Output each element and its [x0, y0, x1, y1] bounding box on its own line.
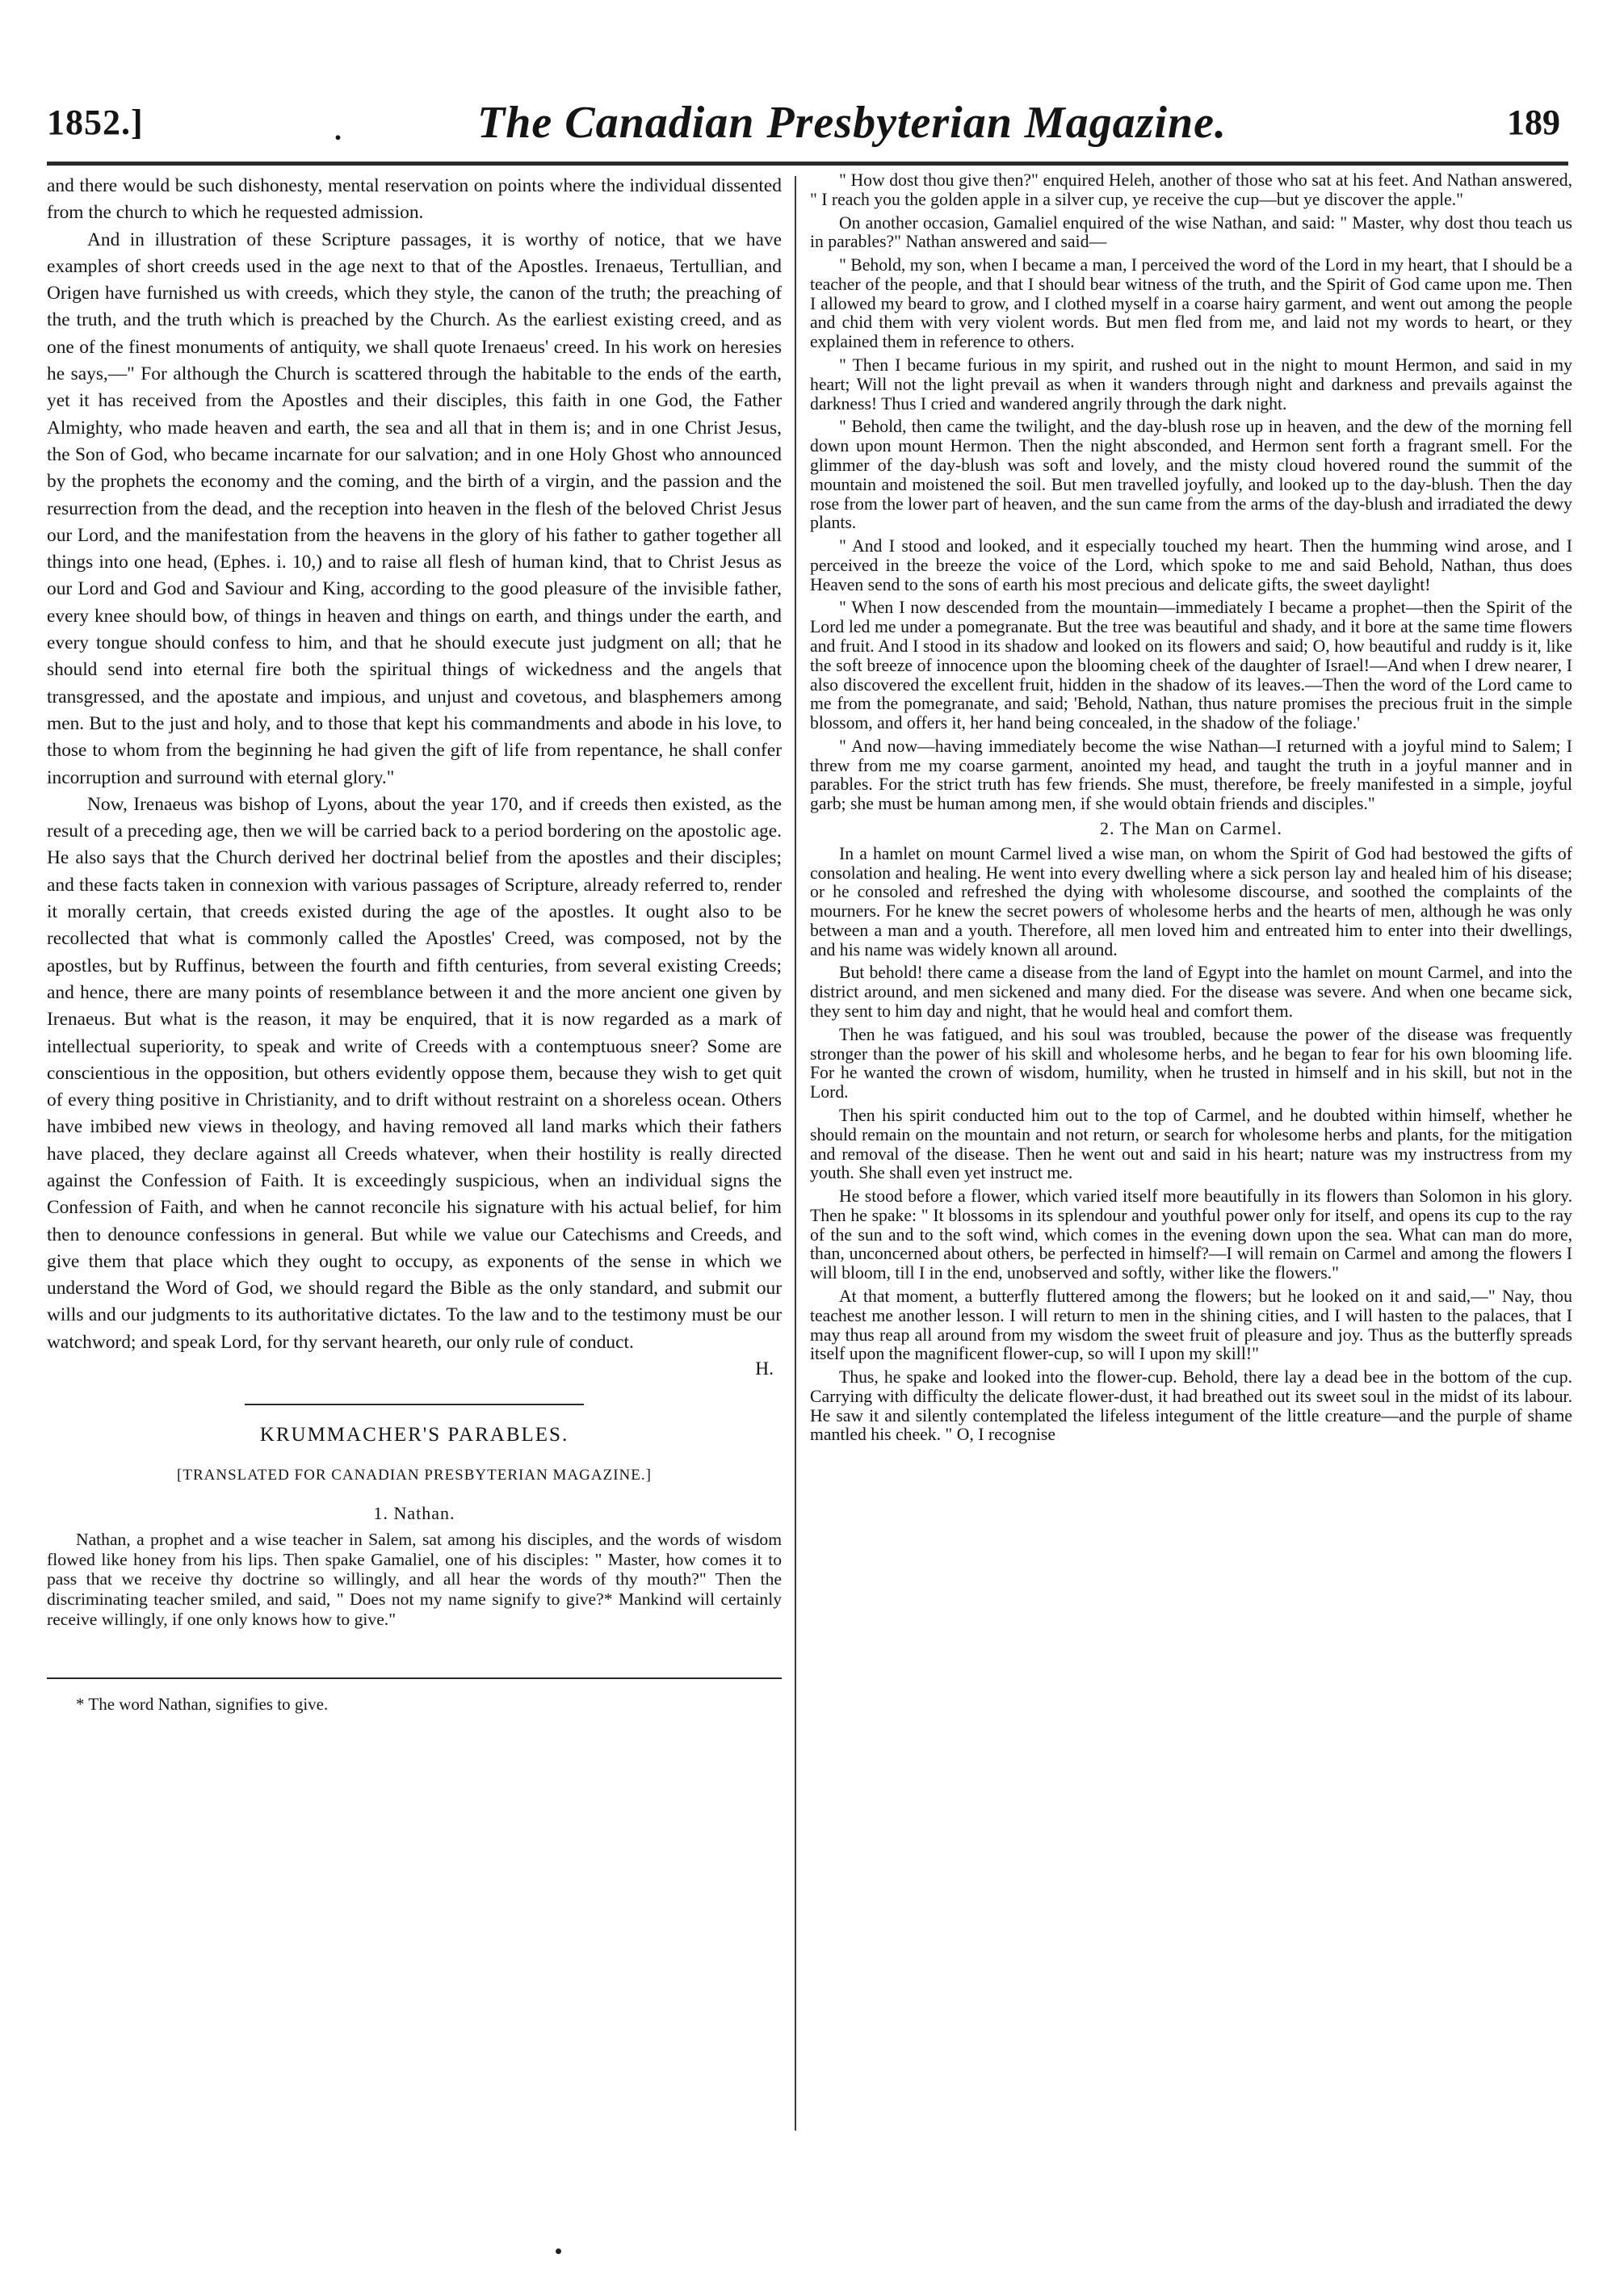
parable-paragraph: " Behold, my son, when I became a man, I perceived the word of the Lord in my heart, that I should be a teacher of the people, and that I should bear witness of the truth, and the Spirit of God came upon me. Then I allowed my beard to grow, and I clothed myself in a coarse hairy garment, and went out among the people and chid them with very violent words. But men fled from me, and laid not my words to heart, or they explained them in reference to others.: [810, 255, 1573, 352]
parable-paragraph: But behold! there came a disease from the land of Egypt into the hamlet on mount Carmel, and into the district around, and men sickened and many died. For the disease was severe. And when one became sick, they sent to him day and night, that he would heal and comfort them.: [810, 963, 1572, 1022]
parable-heading: 1. Nathan.: [373, 1502, 455, 1523]
parable-paragraph: " How dost thou give then?" enquired Heleh, another of those who sat at his feet. And Nathan answered, " I reach you the golden apple in a silver cup, ye receive the cup—but ye discover the apple.": [810, 170, 1572, 209]
parable-paragraph: Then he was fatigued, and his soul was troubled, because the power of the disease was frequently stronger than the power of his skill and wholesome herbs, and he began to fear for his own blooming life. For he wanted the crown of wisdom, humility, when he trusted in himself and in his skill, but not in the Lord.: [810, 1024, 1572, 1102]
author-signature: H.: [755, 1358, 774, 1380]
header-rule: [47, 162, 1568, 166]
parable-paragraph: Nathan, a prophet and a wise teacher in Salem, sat among his disciples, and the words of wisdom flowed like honey from his lips. Then spake Gamaliel, one of his disciples: " Master, how comes it to pass that we receive thy doctrine so willingly, and all hear the words of thy mouth?" Then the discriminating teacher smiled, and said, " Does not my name signify to give?* Mankind will certainly receive willingly, if one only knows how to give.": [47, 1530, 782, 1629]
parable-paragraph: Then his spirit conducted him out to the top of Carmel, and he doubted within himself, whether he should remain on the mountain and not return, or search for wholesome herbs and plants, for the mitigation and removal of the disease. Then he went out and said in his heart; nature was my instructress from my youth. She shall even yet instruct me.: [810, 1105, 1572, 1183]
signature-line: [47, 1356, 782, 1383]
parable-paragraph: " When I now descended from the mountain—immediately I became a prophet—then the Spirit of the Lord led me under a pomegranate. But the tree was beautiful and shady, and it bore at the same time flowers and fruit. And I stood in its shadow and looked on its flowers and said; O, how beautiful and ruddy is it, like the soft breeze of innocence upon the blooming cheek of the daughter of Israel!—And when I drew nearer, I also discovered the excellent fruit, hidden in the shadow of its leaves.—Then the word of the Lord came to me from the pomegranate, and said; 'Behold, Nathan, thus nature promises the precious fruit in the simple blossom, and offers it, her hand being concealed, in the shadow of the foliage.': [810, 598, 1572, 733]
parable-paragraph: " And now—having immediately become the wise Nathan—I returned with a joyful mind to Salem; I threw from me my coarse garment, anointed my head, and taught the truth in a joyful manner and in parables. For the strict truth has few friends. She must, therefore, be freely manifested in a simple, joyful garb; she must be human among men, if she would obtain friends and disciples.": [810, 736, 1572, 814]
magazine-title: The Canadian Presbyterian Magazine.: [477, 98, 1227, 148]
header-year: 1852.]: [47, 103, 144, 142]
column-divider: [795, 176, 796, 2131]
parable-nathan-text: [47, 1530, 782, 1629]
article-paragraph: And in illustration of these Scripture passages, it is worthy of notice, that we have examples of short creeds used in the age next to that of the Apostles. Irenaeus, Tertullian, and Origen have furnished us with creeds, which they style, the canon of the truth; the preaching of the truth, and the truth which is preached by the Church. As the earliest existing creed, and as one of the finest monuments of antiquity, we shall quote Irenaeus' creed. In his work on heresies he says,—" For although the Church is scattered through the habitable to the ends of the earth, yet it has received from the Apostles and their disciples, this faith in one God, the Father Almighty, who made heaven and earth, the sea and all that in them is; and in one Christ Jesus, the Son of God, who became incarnate for our salvation; and in one Holy Ghost who announced by the prophets the economy and the coming, and the birth of a virgin, and the passion and the resurrection from the dead, and the reception into heaven in the flesh of the beloved Christ Jesus our Lord, and the manifestation from the heavens in the glory of his father to gather together all things into one head, (Ephes. i. 10,) and to raise all flesh of human kind, that to Christ Jesus as our Lord and God and Saviour and King, according to the good pleasure of the invisible father, every knee should bow, of things in heaven and things on earth, and things under the earth, and every tongue should confess to him, and that he should execute just judgment on all; that he should send into eternal fire both the spiritual things of wickedness and the angels that transgressed, and the apostate and impious, and unjust and covetous, and blasphemers among men. But to the just and holy, and to those that kept his commandments and abode in his love, to those to whom from the beginning he had given the gift of life from repentance, he shall confer incorruption and surround with eternal glory.": [47, 229, 782, 788]
section-rule: [245, 1404, 584, 1405]
parable-paragraph: " And I stood and looked, and it especially touched my heart. Then the humming wind arose, and I perceived in the breeze the voice of the Lord, which spoke to me and said Behold, Nathan, thus does Heaven send to the sons of earth his most precious and delicate gifts, the sweet daylight!: [810, 536, 1572, 594]
header-dot: .: [334, 114, 342, 146]
right-column: [810, 171, 1572, 1449]
page-number: 189: [1507, 103, 1560, 142]
parable-paragraph: " Then I became furious in my spirit, and rushed out in the night to mount Hermon, and said in my heart; Will not the light prevail as when it wanders through night and darkness and prevails against the darkness! Thus I cried and wandered angrily through the dark night.: [810, 355, 1572, 414]
parable-paragraph: In a hamlet on mount Carmel lived a wise man, on whom the Spirit of God had bestowed the gifts of consolation and healing. He went into every dwelling where a sick person lay and healed him of his disease; or he consoled and refreshed the dying with wholesome discourse, and soothed the complaints of the mourners. For he knew the secret powers of wholesome herbs and the hearts of men, although he was only between a man and a youth. Therefore, all men loved him and entreated him to enter into their dwellings, and his name was widely known all around.: [810, 843, 1572, 959]
footnote-rule: [47, 1677, 782, 1679]
creeds-article: [47, 173, 782, 1383]
parables-title: KRUMMACHER'S PARABLES.: [259, 1424, 569, 1446]
parable-paragraph: He stood before a flower, which varied itself more beautifully in its flowers than Solomon in his glory. Then he spake: " It blossoms in its splendour and youthful power only for itself, and opens its cup to the ray of the sun and to the soft wind, which comes in the evening down upon the sea. What can man do more, than, unconcerned about others, be perfected in himself?—I will remain on Carmel and among the flowers I will bloom, till I in the end, unobserved and softly, wither like the flowers.": [810, 1186, 1572, 1283]
parable-paragraph: Thus, he spake and looked into the flower-cup. Behold, there lay a dead bee in the bottom of the cup. Carrying with difficulty the delicate flower-dust, it had breathed out its sweet soul in the midst of its labour. He saw it and silently contemplated the lifeless integument of the little creature—and the purple of shame mantled his cheek. " O, I recognise: [810, 1367, 1572, 1445]
parable-paragraph: At that moment, a butterfly fluttered among the flowers; but he looked on it and said,—" Nay, thou teachest me another lesson. I will return to men in the shining cities, and I will hasten to the palaces, that I may thus reap all around from my wisdom the sweet fruit of pleasure and joy. Thus as the butterfly spreads itself upon the magnificent flower-cup, so will I upon my skill!": [810, 1286, 1572, 1364]
translated-note: [TRANSLATED FOR CANADIAN PRESBYTERIAN MAGAZINE.]: [177, 1466, 652, 1484]
left-column: [47, 173, 782, 1715]
ink-speck: [556, 2248, 561, 2254]
footnote: * The word Nathan, signifies to give.: [76, 1694, 329, 1715]
article-paragraph: and there would be such dishonesty, mental reservation on points where the individual dissented from the church to which he requested admission.: [47, 175, 782, 224]
parable-heading: 2. The Man on Carmel.: [1100, 818, 1282, 838]
parable-paragraph: On another occasion, Gamaliel enquired of the wise Nathan, and said: " Master, why dost thou teach us in parables?" Nathan answered and said—: [810, 212, 1572, 252]
parable-paragraph: " Behold, then came the twilight, and the day-blush rose up in heaven, and the dew of the morning fell down upon mount Hermon. Then the night absconded, and Hermon sent forth a fragrant smell. For the glimmer of the day-blush was soft and lovely, and the misty cloud hovered round the summit of the mountain and moistened the soil. But men travelled joyfully, and looked up to the day-blush. Then the day rose from the lower part of heaven, and the sun came from the arms of the day-blush and irradiated the dewy plants.: [810, 417, 1572, 533]
article-paragraph: Now, Irenaeus was bishop of Lyons, about the year 170, and if creeds then existed, as the result of a preceding age, then we will be carried back to a period bordering on the apostolic age. He also says that the Church derived her doctrinal belief from the apostles and their disciples; and these facts taken in connexion with various passages of Scripture, already referred to, render it morally certain, that creeds existed during the age of the apostles. It ought also to be recollected that what is commonly called the Apostles' Creed, was composed, not by the apostles, but by Ruffinus, between the fourth and fifth centuries, from several existing Creeds; and hence, there are many points of resemblance between it and the more ancient one given by Irenaeus. But what is the reason, it may be enquired, that it is now regarded as a mark of intellectual superiority, to speak and write of Creeds with a contemptuous sneer? Some are conscientious in the opposition, but others evidently oppose them, because they wish to get quit of every thing positive in Christianity, and to drift without restraint on a shoreless ocean. Others have imbibed new views in theology, and having removed all land marks which their fathers have placed, they declare against all Creeds whatever, when their hostility is really directed against the Confession of Faith. It is exceedingly suspicious, when an individual signs the Confession of Faith, and when he cannot reconcile his signature with his actual belief, for him then to denounce confessions in general. But while we value our Catechisms and Creeds, and give them that place which they ought to occupy, as exponents of the sense in which we understand the Word of God, we should regard the Bible as the only standard, and submit our wills and our judgments to its authoritative dictates. To the law and to the testimony must be our watchword; and speak Lord, for thy servant heareth, our only rule of conduct.: [47, 793, 782, 1353]
